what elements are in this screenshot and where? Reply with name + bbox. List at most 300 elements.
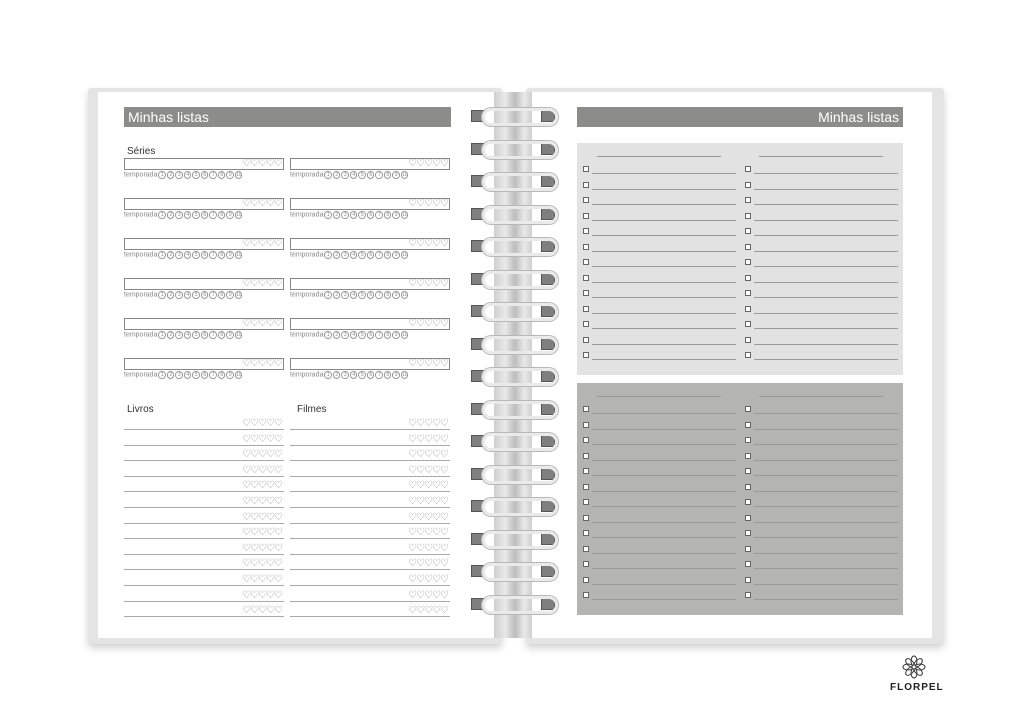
season-number: 10 bbox=[401, 292, 408, 298]
season-circles bbox=[157, 331, 242, 339]
season-number: 1 bbox=[158, 331, 166, 339]
checklist-line bbox=[754, 344, 898, 345]
checkbox bbox=[583, 213, 589, 219]
rating-hearts-icon: ♡♡♡♡♡ bbox=[242, 358, 282, 369]
season-number: 1 bbox=[158, 251, 166, 259]
season-row bbox=[124, 171, 242, 179]
checkbox bbox=[583, 530, 589, 536]
film-row-line bbox=[290, 569, 450, 570]
season-label: temporada bbox=[290, 291, 324, 299]
season-number: 9 bbox=[226, 331, 234, 339]
season-label: temporada bbox=[290, 371, 324, 379]
season-number: 10 bbox=[235, 332, 242, 338]
checklist-line bbox=[754, 429, 898, 430]
season-number: 8 bbox=[218, 211, 226, 219]
season-number: 9 bbox=[392, 211, 400, 219]
season-number: 2 bbox=[167, 371, 175, 379]
checkbox bbox=[583, 290, 589, 296]
checkbox bbox=[583, 352, 589, 358]
checklist-line bbox=[592, 506, 736, 507]
film-row-line bbox=[290, 491, 450, 492]
rating-hearts-icon: ♡♡♡♡♡ bbox=[408, 433, 448, 445]
spiral-ring bbox=[482, 173, 558, 191]
season-label: temporada bbox=[124, 211, 158, 219]
film-row-line bbox=[290, 554, 450, 555]
season-number: 9 bbox=[226, 291, 234, 299]
season-number: 2 bbox=[167, 171, 175, 179]
season-row bbox=[124, 211, 242, 219]
season-number: 3 bbox=[175, 331, 183, 339]
season-number: 4 bbox=[350, 171, 358, 179]
season-label: temporada bbox=[290, 331, 324, 339]
checkbox bbox=[583, 228, 589, 234]
season-number: 1 bbox=[324, 371, 332, 379]
left-page-title: Minhas listas bbox=[124, 107, 451, 127]
rating-hearts-icon: ♡♡♡♡♡ bbox=[408, 511, 448, 523]
checkbox bbox=[745, 337, 751, 343]
season-number: 8 bbox=[218, 251, 226, 259]
season-number: 5 bbox=[358, 291, 366, 299]
season-row bbox=[290, 251, 408, 259]
season-number: 4 bbox=[184, 371, 192, 379]
checklist-line bbox=[592, 429, 736, 430]
season-number: 4 bbox=[350, 251, 358, 259]
rating-hearts-icon: ♡♡♡♡♡ bbox=[242, 158, 282, 169]
season-number: 8 bbox=[384, 211, 392, 219]
series-label: Séries bbox=[127, 146, 156, 157]
checklist-line bbox=[754, 328, 898, 329]
season-circles bbox=[323, 251, 408, 259]
checkbox bbox=[583, 321, 589, 327]
season-number: 7 bbox=[375, 331, 383, 339]
season-number: 7 bbox=[209, 211, 217, 219]
checklist-line bbox=[754, 522, 898, 523]
checklist-line bbox=[754, 297, 898, 298]
checkbox bbox=[745, 306, 751, 312]
season-number: 8 bbox=[384, 171, 392, 179]
book-row-line bbox=[124, 476, 284, 477]
film-row-line bbox=[290, 616, 450, 617]
rating-hearts-icon: ♡♡♡♡♡ bbox=[242, 449, 282, 461]
checkbox bbox=[745, 592, 751, 598]
checklist-line bbox=[592, 204, 736, 205]
spiral-ring bbox=[482, 271, 558, 289]
rating-hearts-icon: ♡♡♡♡♡ bbox=[242, 198, 282, 209]
season-number: 9 bbox=[392, 331, 400, 339]
season-number: 10 bbox=[235, 252, 242, 258]
season-number: 5 bbox=[358, 211, 366, 219]
rating-hearts-icon: ♡♡♡♡♡ bbox=[408, 542, 448, 554]
checklist-line bbox=[754, 313, 898, 314]
checklist-line bbox=[754, 553, 898, 554]
checkbox bbox=[583, 244, 589, 250]
season-number: 7 bbox=[375, 251, 383, 259]
season-number: 6 bbox=[201, 331, 209, 339]
season-number: 6 bbox=[367, 251, 375, 259]
season-circles bbox=[157, 171, 242, 179]
season-number: 5 bbox=[358, 251, 366, 259]
season-label: temporada bbox=[290, 171, 324, 179]
season-number: 10 bbox=[401, 372, 408, 378]
season-circles bbox=[157, 211, 242, 219]
season-number: 9 bbox=[226, 371, 234, 379]
season-number: 8 bbox=[384, 371, 392, 379]
checklist-line bbox=[754, 475, 898, 476]
season-number: 5 bbox=[358, 331, 366, 339]
rating-hearts-icon: ♡♡♡♡♡ bbox=[242, 527, 282, 539]
rating-hearts-icon: ♡♡♡♡♡ bbox=[242, 542, 282, 554]
season-number: 9 bbox=[226, 211, 234, 219]
checklist-header-line bbox=[759, 156, 883, 157]
checklist-line bbox=[754, 251, 898, 252]
season-number: 2 bbox=[167, 331, 175, 339]
film-row-line bbox=[290, 445, 450, 446]
season-number: 6 bbox=[367, 171, 375, 179]
checklist-panel-bottom bbox=[577, 383, 903, 615]
rating-hearts-icon: ♡♡♡♡♡ bbox=[408, 318, 448, 329]
rating-hearts-icon: ♡♡♡♡♡ bbox=[408, 589, 448, 601]
season-number: 10 bbox=[401, 252, 408, 258]
season-number: 4 bbox=[184, 211, 192, 219]
checkbox bbox=[583, 437, 589, 443]
rating-hearts-icon: ♡♡♡♡♡ bbox=[242, 418, 282, 429]
book-row-line bbox=[124, 601, 284, 602]
film-row-line bbox=[290, 601, 450, 602]
season-number: 3 bbox=[175, 251, 183, 259]
season-number: 8 bbox=[218, 331, 226, 339]
season-number: 8 bbox=[218, 171, 226, 179]
film-row-line bbox=[290, 523, 450, 524]
checkbox bbox=[583, 577, 589, 583]
checkbox bbox=[583, 546, 589, 552]
rating-hearts-icon: ♡♡♡♡♡ bbox=[408, 278, 448, 289]
checkbox bbox=[583, 337, 589, 343]
rating-hearts-icon: ♡♡♡♡♡ bbox=[408, 358, 448, 369]
checklist-line bbox=[592, 522, 736, 523]
checkbox bbox=[745, 290, 751, 296]
spiral-ring bbox=[482, 498, 558, 516]
season-number: 6 bbox=[201, 291, 209, 299]
season-number: 4 bbox=[350, 371, 358, 379]
book-row-line bbox=[124, 538, 284, 539]
season-row bbox=[124, 371, 242, 379]
spiral-ring bbox=[482, 466, 558, 484]
checklist-line bbox=[592, 460, 736, 461]
season-number: 1 bbox=[324, 251, 332, 259]
rating-hearts-icon: ♡♡♡♡♡ bbox=[408, 558, 448, 570]
season-number: 3 bbox=[341, 251, 349, 259]
spiral-ring bbox=[482, 206, 558, 224]
season-label: temporada bbox=[290, 211, 324, 219]
rating-hearts-icon: ♡♡♡♡♡ bbox=[242, 318, 282, 329]
rating-hearts-icon: ♡♡♡♡♡ bbox=[408, 527, 448, 539]
checklist-panel-top bbox=[577, 143, 903, 375]
checklist-line bbox=[754, 491, 898, 492]
checklist-line bbox=[754, 599, 898, 600]
film-row-line bbox=[290, 460, 450, 461]
checklist-line bbox=[754, 204, 898, 205]
season-number: 5 bbox=[358, 371, 366, 379]
season-number: 7 bbox=[209, 171, 217, 179]
season-number: 6 bbox=[367, 291, 375, 299]
season-circles bbox=[323, 291, 408, 299]
season-row bbox=[290, 331, 408, 339]
spiral-ring bbox=[482, 563, 558, 581]
season-number: 1 bbox=[158, 371, 166, 379]
rating-hearts-icon: ♡♡♡♡♡ bbox=[242, 238, 282, 249]
season-number: 3 bbox=[175, 371, 183, 379]
season-number: 2 bbox=[333, 291, 341, 299]
season-number: 2 bbox=[167, 211, 175, 219]
season-number: 1 bbox=[158, 211, 166, 219]
season-number: 6 bbox=[367, 371, 375, 379]
season-row bbox=[290, 371, 408, 379]
season-label: temporada bbox=[124, 371, 158, 379]
spiral-ring bbox=[482, 596, 558, 614]
season-number: 10 bbox=[401, 172, 408, 178]
rating-hearts-icon: ♡♡♡♡♡ bbox=[242, 278, 282, 289]
season-number: 4 bbox=[184, 291, 192, 299]
season-number: 3 bbox=[341, 171, 349, 179]
checkbox bbox=[745, 406, 751, 412]
book-row-line bbox=[124, 523, 284, 524]
season-row bbox=[290, 211, 408, 219]
season-number: 6 bbox=[367, 331, 375, 339]
checkbox bbox=[583, 592, 589, 598]
spiral-ring bbox=[482, 531, 558, 549]
season-number: 5 bbox=[192, 211, 200, 219]
season-number: 8 bbox=[218, 291, 226, 299]
checkbox bbox=[745, 166, 751, 172]
season-number: 5 bbox=[192, 171, 200, 179]
season-label: temporada bbox=[124, 291, 158, 299]
season-row bbox=[124, 251, 242, 259]
season-number: 6 bbox=[201, 171, 209, 179]
film-row-line bbox=[290, 476, 450, 477]
checklist-line bbox=[592, 344, 736, 345]
checkbox bbox=[745, 546, 751, 552]
checkbox bbox=[745, 244, 751, 250]
season-number: 10 bbox=[235, 372, 242, 378]
checklist-line bbox=[592, 297, 736, 298]
checkbox bbox=[745, 437, 751, 443]
checklist-line bbox=[754, 413, 898, 414]
books-label: Livros bbox=[127, 404, 154, 415]
film-row-line bbox=[290, 585, 450, 586]
season-circles bbox=[323, 171, 408, 179]
checkbox bbox=[583, 197, 589, 203]
season-number: 6 bbox=[201, 211, 209, 219]
season-circles bbox=[323, 211, 408, 219]
checklist-line bbox=[592, 444, 736, 445]
checkbox bbox=[745, 577, 751, 583]
season-number: 5 bbox=[358, 171, 366, 179]
book-row-line bbox=[124, 616, 284, 617]
checklist-line bbox=[592, 220, 736, 221]
checkbox bbox=[583, 422, 589, 428]
checklist-line bbox=[592, 568, 736, 569]
checkbox bbox=[745, 499, 751, 505]
spiral-ring bbox=[482, 238, 558, 256]
film-row-line bbox=[290, 429, 450, 430]
season-number: 6 bbox=[201, 251, 209, 259]
season-number: 4 bbox=[350, 331, 358, 339]
spiral-ring bbox=[482, 433, 558, 451]
checklist-line bbox=[754, 282, 898, 283]
season-row bbox=[124, 291, 242, 299]
checkbox bbox=[583, 484, 589, 490]
season-number: 8 bbox=[384, 331, 392, 339]
season-number: 3 bbox=[341, 371, 349, 379]
checkbox bbox=[745, 484, 751, 490]
season-number: 9 bbox=[226, 171, 234, 179]
season-number: 3 bbox=[175, 171, 183, 179]
season-label: temporada bbox=[124, 171, 158, 179]
season-number: 3 bbox=[341, 211, 349, 219]
season-number: 1 bbox=[158, 291, 166, 299]
checklist-line bbox=[592, 313, 736, 314]
checkbox bbox=[745, 321, 751, 327]
checkbox bbox=[583, 275, 589, 281]
checklist-line bbox=[592, 599, 736, 600]
season-label: temporada bbox=[290, 251, 324, 259]
checklist-header-line bbox=[759, 396, 883, 397]
rating-hearts-icon: ♡♡♡♡♡ bbox=[242, 496, 282, 507]
checkbox bbox=[745, 182, 751, 188]
rating-hearts-icon: ♡♡♡♡♡ bbox=[408, 605, 448, 617]
season-number: 1 bbox=[324, 331, 332, 339]
season-number: 10 bbox=[235, 172, 242, 178]
films-label: Filmes bbox=[297, 404, 327, 415]
spiral-ring bbox=[482, 108, 558, 126]
book-row-line bbox=[124, 460, 284, 461]
checklist-line bbox=[754, 235, 898, 236]
season-number: 8 bbox=[384, 251, 392, 259]
spiral-ring bbox=[482, 336, 558, 354]
season-number: 2 bbox=[333, 171, 341, 179]
film-row-line bbox=[290, 507, 450, 508]
checkbox bbox=[583, 499, 589, 505]
checkbox bbox=[745, 422, 751, 428]
season-number: 7 bbox=[209, 251, 217, 259]
season-number: 6 bbox=[201, 371, 209, 379]
season-number: 9 bbox=[392, 371, 400, 379]
checkbox bbox=[745, 213, 751, 219]
checkbox bbox=[583, 166, 589, 172]
rating-hearts-icon: ♡♡♡♡♡ bbox=[242, 480, 282, 492]
season-number: 10 bbox=[401, 332, 408, 338]
season-number: 4 bbox=[184, 331, 192, 339]
checkbox bbox=[745, 275, 751, 281]
season-number: 10 bbox=[235, 292, 242, 298]
season-number: 3 bbox=[175, 211, 183, 219]
season-row bbox=[290, 171, 408, 179]
spiral-ring bbox=[482, 141, 558, 159]
book-row-line bbox=[124, 429, 284, 430]
season-number: 7 bbox=[375, 291, 383, 299]
rating-hearts-icon: ♡♡♡♡♡ bbox=[408, 418, 448, 429]
checklist-line bbox=[592, 235, 736, 236]
season-number: 3 bbox=[175, 291, 183, 299]
brand-name: FLORPEL bbox=[890, 682, 944, 693]
checklist-line bbox=[592, 537, 736, 538]
checklist-line bbox=[754, 537, 898, 538]
checkbox bbox=[583, 561, 589, 567]
rating-hearts-icon: ♡♡♡♡♡ bbox=[242, 589, 282, 601]
rating-hearts-icon: ♡♡♡♡♡ bbox=[408, 574, 448, 585]
season-number: 9 bbox=[226, 251, 234, 259]
checkbox bbox=[583, 306, 589, 312]
checklist-line bbox=[754, 444, 898, 445]
season-number: 7 bbox=[209, 331, 217, 339]
checklist-line bbox=[592, 328, 736, 329]
season-number: 9 bbox=[392, 171, 400, 179]
checklist-line bbox=[754, 189, 898, 190]
book-row-line bbox=[124, 585, 284, 586]
season-number: 1 bbox=[324, 291, 332, 299]
season-number: 4 bbox=[184, 251, 192, 259]
rating-hearts-icon: ♡♡♡♡♡ bbox=[408, 238, 448, 249]
book-row-line bbox=[124, 507, 284, 508]
checklist-line bbox=[754, 506, 898, 507]
checklist-line bbox=[592, 475, 736, 476]
season-number: 5 bbox=[192, 251, 200, 259]
season-number: 1 bbox=[324, 171, 332, 179]
season-number: 9 bbox=[392, 251, 400, 259]
season-row bbox=[290, 291, 408, 299]
season-number: 2 bbox=[333, 331, 341, 339]
checkbox bbox=[583, 259, 589, 265]
season-label: temporada bbox=[124, 251, 158, 259]
book-row-line bbox=[124, 554, 284, 555]
checkbox bbox=[745, 515, 751, 521]
book-row-line bbox=[124, 569, 284, 570]
checkbox bbox=[745, 259, 751, 265]
checklist-line bbox=[754, 568, 898, 569]
season-number: 1 bbox=[324, 211, 332, 219]
checklist-line bbox=[592, 189, 736, 190]
checkbox bbox=[745, 530, 751, 536]
checkbox bbox=[583, 406, 589, 412]
season-number: 2 bbox=[333, 371, 341, 379]
checkbox bbox=[745, 197, 751, 203]
checklist-line bbox=[754, 584, 898, 585]
checklist-header-line bbox=[597, 156, 721, 157]
season-number: 4 bbox=[350, 291, 358, 299]
season-number: 2 bbox=[167, 291, 175, 299]
rating-hearts-icon: ♡♡♡♡♡ bbox=[242, 574, 282, 585]
season-number: 7 bbox=[375, 171, 383, 179]
season-number: 7 bbox=[209, 371, 217, 379]
checkbox bbox=[745, 468, 751, 474]
rating-hearts-icon: ♡♡♡♡♡ bbox=[408, 449, 448, 461]
season-number: 8 bbox=[218, 371, 226, 379]
rating-hearts-icon: ♡♡♡♡♡ bbox=[242, 558, 282, 570]
checklist-line bbox=[592, 584, 736, 585]
season-number: 2 bbox=[167, 251, 175, 259]
checklist-line bbox=[592, 359, 736, 360]
rating-hearts-icon: ♡♡♡♡♡ bbox=[408, 198, 448, 209]
checkbox bbox=[745, 561, 751, 567]
season-number: 5 bbox=[192, 291, 200, 299]
right-page-title: Minhas listas bbox=[577, 107, 903, 127]
checklist-line bbox=[754, 359, 898, 360]
checklist-line bbox=[592, 173, 736, 174]
season-number: 7 bbox=[375, 371, 383, 379]
season-circles bbox=[157, 251, 242, 259]
season-number: 3 bbox=[341, 291, 349, 299]
checklist-line bbox=[592, 266, 736, 267]
